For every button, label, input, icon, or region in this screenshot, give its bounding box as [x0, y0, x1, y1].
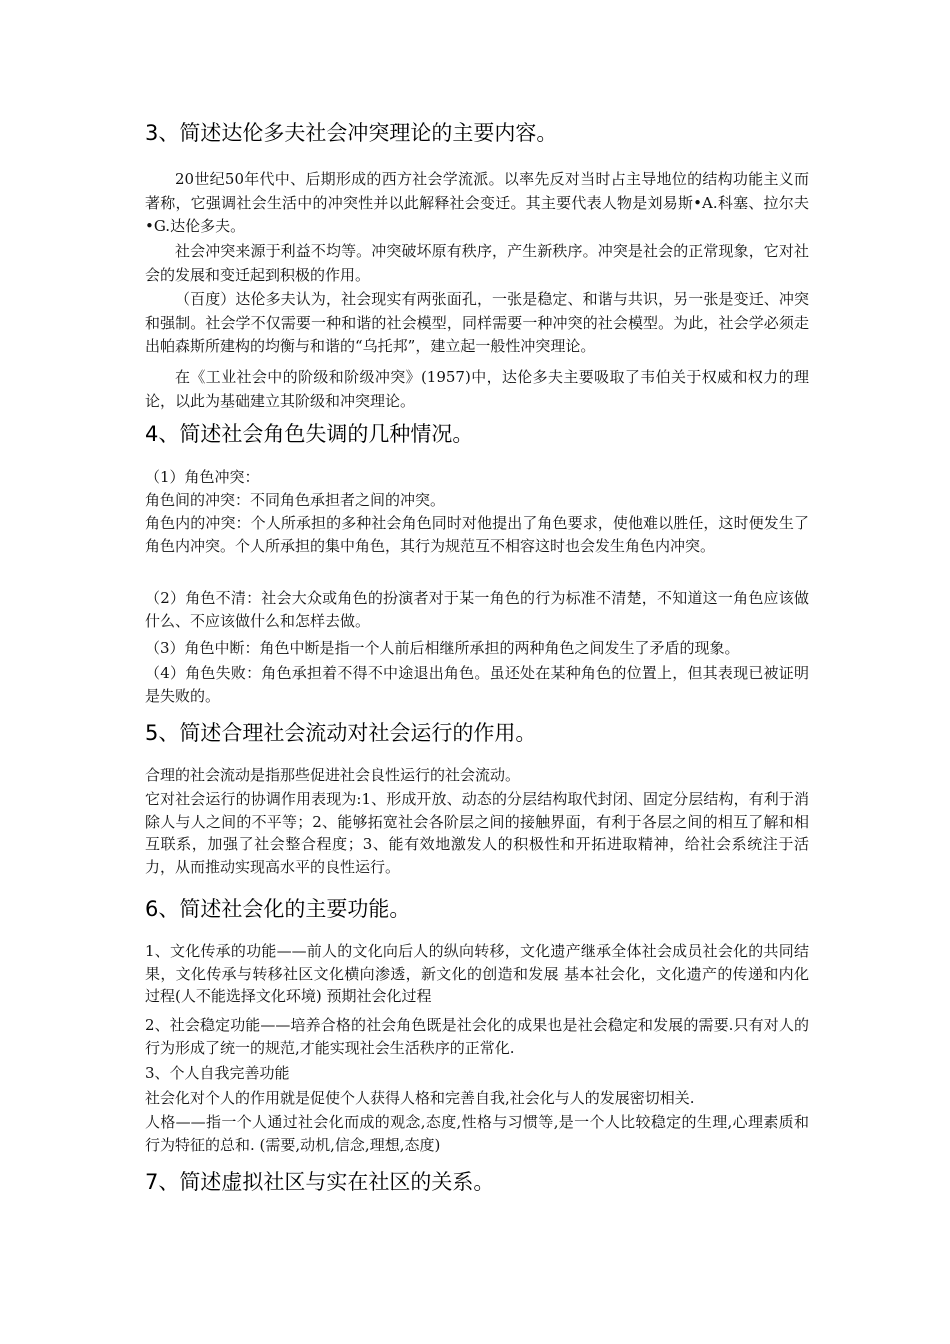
paragraph: （2）角色不清：社会大众或角色的扮演者对于某一角色的行为标准不清楚，不知道这一角色应该做什么、不应该做什么和怎样去做。	[145, 589, 809, 630]
paragraph: 角色内的冲突：个人所承担的多种社会角色同时对他提出了角色要求，使他难以胜任，这时便发生了角色内冲突。个人所承担的集中角色，其行为规范互不相容这时也会发生角色内冲突。	[145, 514, 809, 555]
paragraph: （百度）达伦多夫认为，社会现实有两张面孔，一张是稳定、和谐与共识，另一张是变迁、冲突和强制。社会学不仅需要一种和谐的社会模型，同样需要一种冲突的社会模型。为此，社会学必须走出帕森斯所建构的均衡与和谐的“乌托邦”，建立起一般性冲突理论。	[145, 290, 809, 356]
paragraph: 社会化对个人的作用就是促使个人获得人格和完善自我,社会化与人的发展密切相关.	[145, 1089, 695, 1107]
paragraph: 社会冲突来源于利益不均等。冲突破坏原有秩序，产生新秩序。冲突是社会的正常现象，它对社会的发展和变迁起到积极的作用。	[145, 242, 809, 284]
paragraph: 在《工业社会中的阶级和阶级冲突》(1957)中，达伦多夫主要吸取了韦伯关于权威和权力的理论，以此为基础建立其阶级和冲突理论。	[145, 368, 809, 410]
paragraph: 它对社会运行的协调作用表现为:1、形成开放、动态的分层结构取代封闭、固定分层结构，有利于消除人与人之间的不平等；2、能够拓宽社会各阶层之间的接触界面，有利于各层之间的相互了解和相互联系，加强了社会整合程度；3、能有效地激发人的积极性和开拓进取精神，给社会系统注于活力，从而推动实现高水平的良性运行。	[145, 790, 809, 876]
paragraph: （1）角色冲突：	[145, 468, 260, 486]
paragraph: 合理的社会流动是指那些促进社会良性运行的社会流动。	[145, 766, 521, 784]
section-heading: 6、简述社会化的主要功能。	[145, 897, 411, 921]
section-heading: 3、简述达伦多夫社会冲突理论的主要内容。	[145, 121, 558, 145]
section-heading: 5、简述合理社会流动对社会运行的作用。	[145, 721, 537, 745]
section-heading: 7、简述虚拟社区与实在社区的关系。	[145, 1170, 495, 1194]
paragraph: 3、个人自我完善功能	[145, 1064, 290, 1082]
paragraph: 1、文化传承的功能——前人的文化向后人的纵向转移，文化遗产继承全体社会成员社会化的共同结果，文化传承与转移社区文化横向渗透，新文化的创造和发展 基本社会化，文化遗产的传递和内化过程(人不能选择文化环境) 预期社会化过程	[145, 942, 809, 1006]
paragraph: 2、社会稳定功能——培养合格的社会角色既是社会化的成果也是社会稳定和发展的需要.只有对人的行为形成了统一的规范,才能实现社会生活秩序的正常化.	[145, 1016, 809, 1057]
paragraph: 20世纪50年代中、后期形成的西方社会学流派。以率先反对当时占主导地位的结构功能主义而著称，它强调社会生活中的冲突性并以此解释社会变迁。其主要代表人物是刘易斯•A.科塞、拉尔夫•G.达伦多夫。	[145, 170, 809, 236]
paragraph: （3）角色中断：角色中断是指一个人前后相继所承担的两种角色之间发生了矛盾的现象。	[145, 639, 740, 657]
paragraph: （4）角色失败：角色承担着不得不中途退出角色。虽还处在某种角色的位置上，但其表现已被证明是失败的。	[145, 664, 809, 705]
paragraph: 人格——指一个人通过社会化而成的观念,态度,性格与习惯等,是一个人比较稳定的生理,心理素质和行为特征的总和. (需要,动机,信念,理想,态度)	[145, 1113, 809, 1154]
section-heading: 4、简述社会角色失调的几种情况。	[145, 422, 474, 446]
paragraph: 角色间的冲突：不同角色承担者之间的冲突。	[145, 491, 446, 509]
